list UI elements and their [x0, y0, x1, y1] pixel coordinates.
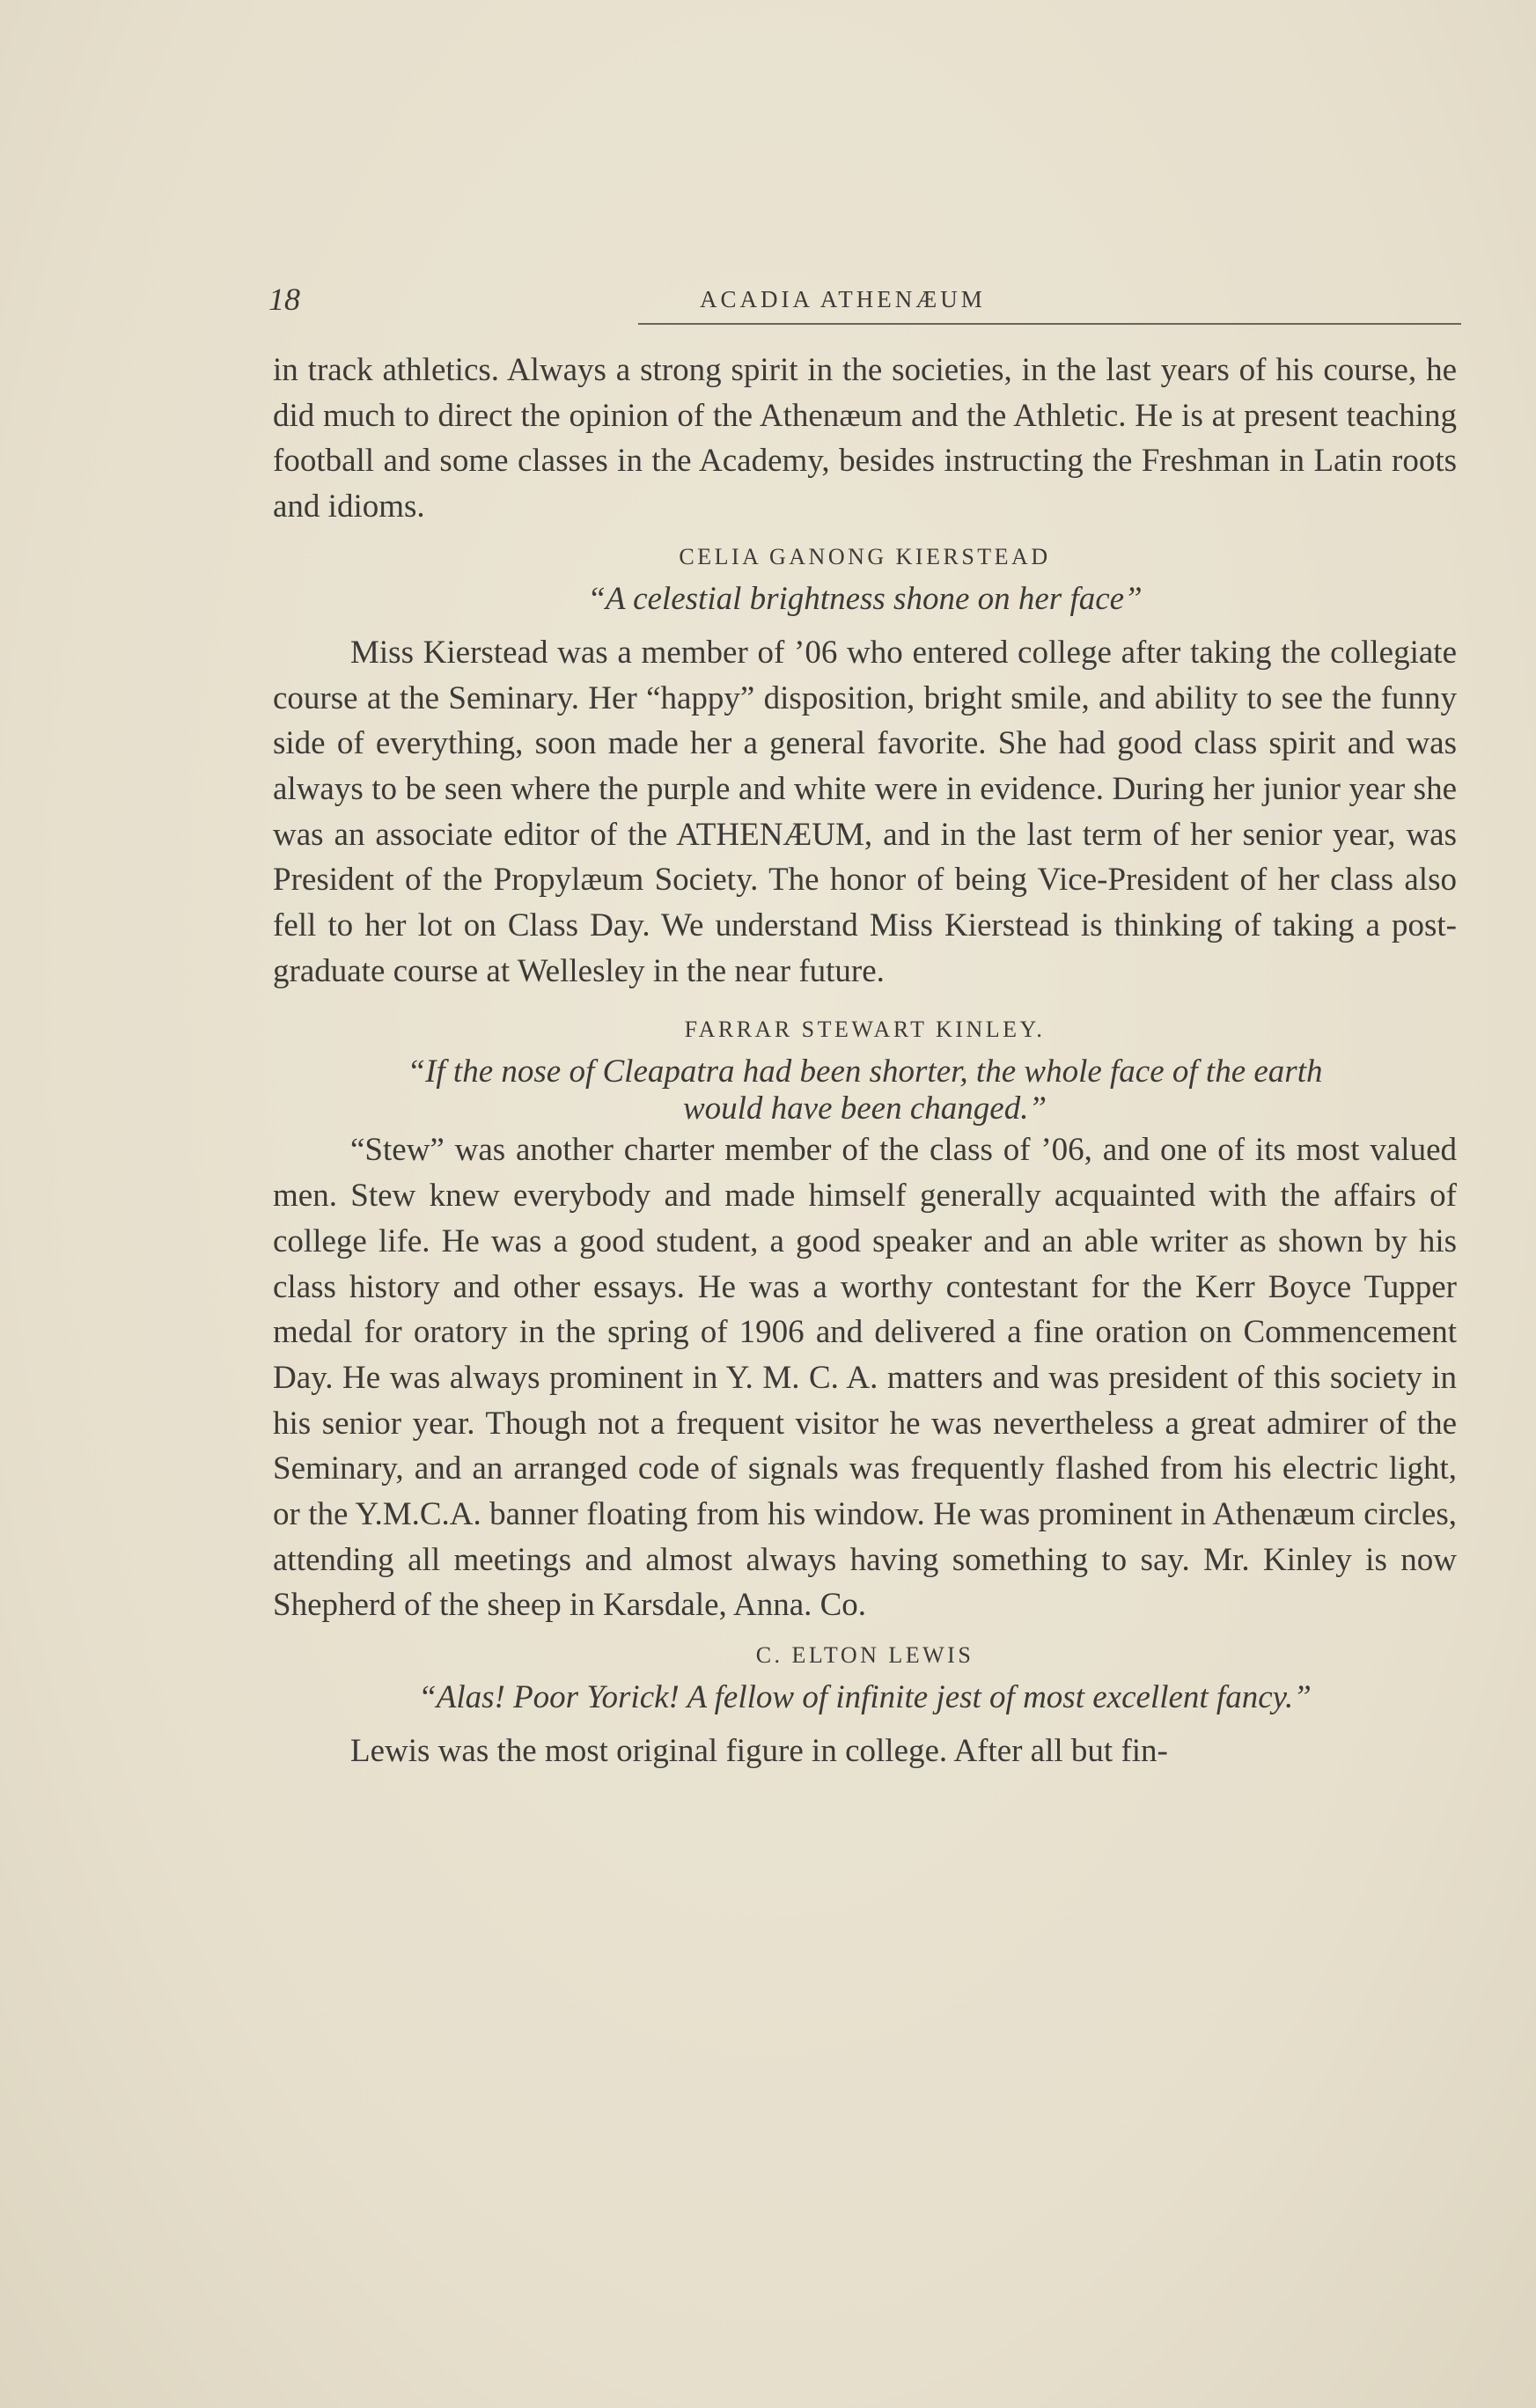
epigraph: “Alas! Poor Yorick! A fellow of infinite jest of most excellent fancy.”: [418, 1679, 1312, 1716]
epigraph-line: “If the nose of Cleapatra had been shorter, the whole face of the earth: [407, 1054, 1323, 1090]
paragraph: Miss Kierstead was a member of ’06 who entered college after taking the collegiate course at the Seminary. Her “happy” disposition, bright smile, and ability to see the funny side of everything, soon made her a general favorite. She had good class spirit and was always to be seen where the purple and white were in evidence. During her junior year she was an associate editor of the ATHENÆUM, and in the last term of her senior year, was President of the Propylæum Society. The honor of being Vice-President of her class also fell to her lot on Class Day. We understand Miss Kierstead is thinking of taking a post-graduate course at Wellesley in the near future.: [273, 634, 1457, 989]
page-number: 18: [268, 282, 300, 317]
article-body: [273, 348, 1457, 1774]
section-heading: FARRAR STEWART KINLEY.: [684, 1017, 1046, 1043]
paragraph: “Stew” was another charter member of the class of ’06, and one of its most valued men. Stew knew everybody and made himself generally acquainted with the affairs of college life. He was a good student, a good speaker and an able writer as shown by his class history and other essays. He was a worthy contestant for the Kerr Boyce Tupper medal for oratory in the spring of 1906 and delivered a fine oration on Commencement Day. He was always prominent in Y. M. C. A. matters and was president of this society in his senior year. Though not a frequent visitor he was nevertheless a great admirer of the Seminary, and an arranged code of signals was frequently flashed from his electric light, or the Y.M.C.A. banner floating from his window. He was prominent in Athenæum circles, attending all meetings and almost always having something to say. Mr. Kinley is now Shepherd of the sheep in Karsdale, Anna. Co.: [273, 1132, 1457, 1624]
page-header: [268, 277, 1457, 321]
paragraph: in track athletics. Always a strong spirit in the societies, in the last years of his course, he did much to direct the opinion of the Athenæum and the Athletic. He is at present teaching football and some classes in the Academy, besides instructing the Freshman in Latin roots and idioms.: [273, 352, 1457, 525]
epigraph-line: would have been changed.”: [682, 1090, 1047, 1127]
running-title: ACADIA ATHENÆUM: [700, 286, 986, 312]
epigraph: [273, 1054, 1457, 1127]
section-heading: C. ELTON LEWIS: [755, 1642, 974, 1669]
epigraph: “A celestial brightness shone on her face”: [587, 580, 1143, 617]
paragraph: Lewis was the most original figure in college. After all but fin-: [350, 1733, 1168, 1770]
header-rule: [638, 323, 1461, 325]
section-heading: CELIA GANONG KIERSTEAD: [679, 543, 1051, 569]
